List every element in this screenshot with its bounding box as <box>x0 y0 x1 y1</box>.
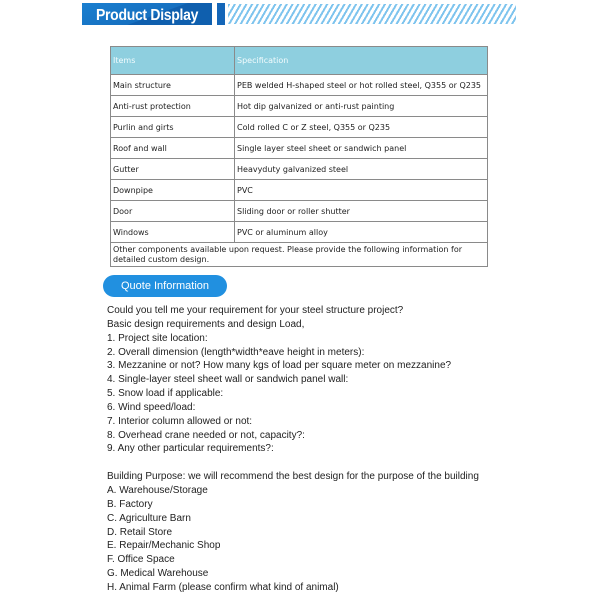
banner-stripes-decoration <box>228 4 516 24</box>
row-spec: Hot dip galvanized or anti-rust painting <box>235 96 488 117</box>
table-row <box>111 117 488 138</box>
row-item: Roof and wall <box>111 138 235 159</box>
row-item: Gutter <box>111 159 235 180</box>
requirement-item: 3. Mezzanine or not? How many kgs of load per square meter on mezzanine? <box>107 360 452 372</box>
requirement-item: 9. Any other particular requirements?: <box>107 443 274 455</box>
intro-line: Could you tell me your requirement for your steel structure project? <box>107 305 404 316</box>
requirement-item: 5. Snow load if applicable: <box>107 388 224 400</box>
table-note: Other components available upon request. Please provide the following information for detailed custom design. <box>111 243 488 267</box>
row-spec: PVC or aluminum alloy <box>235 222 488 243</box>
purpose-item: G. Medical Warehouse <box>107 568 209 580</box>
row-spec: PEB welded H-shaped steel or hot rolled steel, Q355 or Q235 <box>235 75 488 96</box>
quote-body <box>107 304 527 595</box>
requirement-item: 1. Project site location: <box>107 332 208 344</box>
table-row <box>111 96 488 117</box>
table-row <box>111 180 488 201</box>
table-row <box>111 222 488 243</box>
row-spec: Heavyduty galvanized steel <box>235 159 488 180</box>
table-note-row <box>111 243 488 267</box>
purpose-item: H. Animal Farm (please confirm what kind of animal) <box>107 581 339 593</box>
banner-title-box <box>82 3 212 25</box>
quote-information-label: Quote Information <box>103 275 227 297</box>
purpose-item: E. Repair/Mechanic Shop <box>107 540 221 552</box>
requirement-item: 8. Overhead crane needed or not, capacity?: <box>107 429 305 441</box>
row-spec: Cold rolled C or Z steel, Q355 or Q235 <box>235 117 488 138</box>
spec-table <box>110 46 488 267</box>
requirement-item: 4. Single-layer steel sheet wall or sandwich panel wall: <box>107 374 349 386</box>
row-item: Door <box>111 201 235 222</box>
header-items: Items <box>111 47 235 75</box>
table-row <box>111 138 488 159</box>
purpose-item: A. Warehouse/Storage <box>107 484 208 496</box>
row-spec: PVC <box>235 180 488 201</box>
row-item: Main structure <box>111 75 235 96</box>
section-spacer <box>107 456 527 470</box>
row-spec: Sliding door or roller shutter <box>235 201 488 222</box>
banner-accent-bar <box>217 3 225 25</box>
header-specification: Specification <box>235 47 488 75</box>
purpose-item: C. Agriculture Barn <box>107 512 191 524</box>
row-spec: Single layer steel sheet or sandwich panel <box>235 138 488 159</box>
spec-table-header-row <box>111 47 488 75</box>
table-row <box>111 75 488 96</box>
requirement-item: 7. Interior column allowed or not: <box>107 415 253 427</box>
product-display-banner <box>82 3 516 25</box>
row-item: Downpipe <box>111 180 235 201</box>
purpose-item: F. Office Space <box>107 554 175 566</box>
banner-title: Product Display <box>96 5 199 24</box>
purpose-intro: Building Purpose: we will recommend the best design for the purpose of the building <box>107 471 479 483</box>
requirement-item: 6. Wind speed/load: <box>107 401 196 413</box>
row-item: Purlin and girts <box>111 117 235 138</box>
row-item: Windows <box>111 222 235 243</box>
table-row <box>111 201 488 222</box>
row-item: Anti-rust protection <box>111 96 235 117</box>
purpose-item: B. Factory <box>107 498 153 510</box>
purpose-item: D. Retail Store <box>107 526 173 538</box>
requirement-item: 2. Overall dimension (length*width*eave height in meters): <box>107 346 365 358</box>
intro-line: Basic design requirements and design Load, <box>107 318 305 330</box>
table-row <box>111 159 488 180</box>
